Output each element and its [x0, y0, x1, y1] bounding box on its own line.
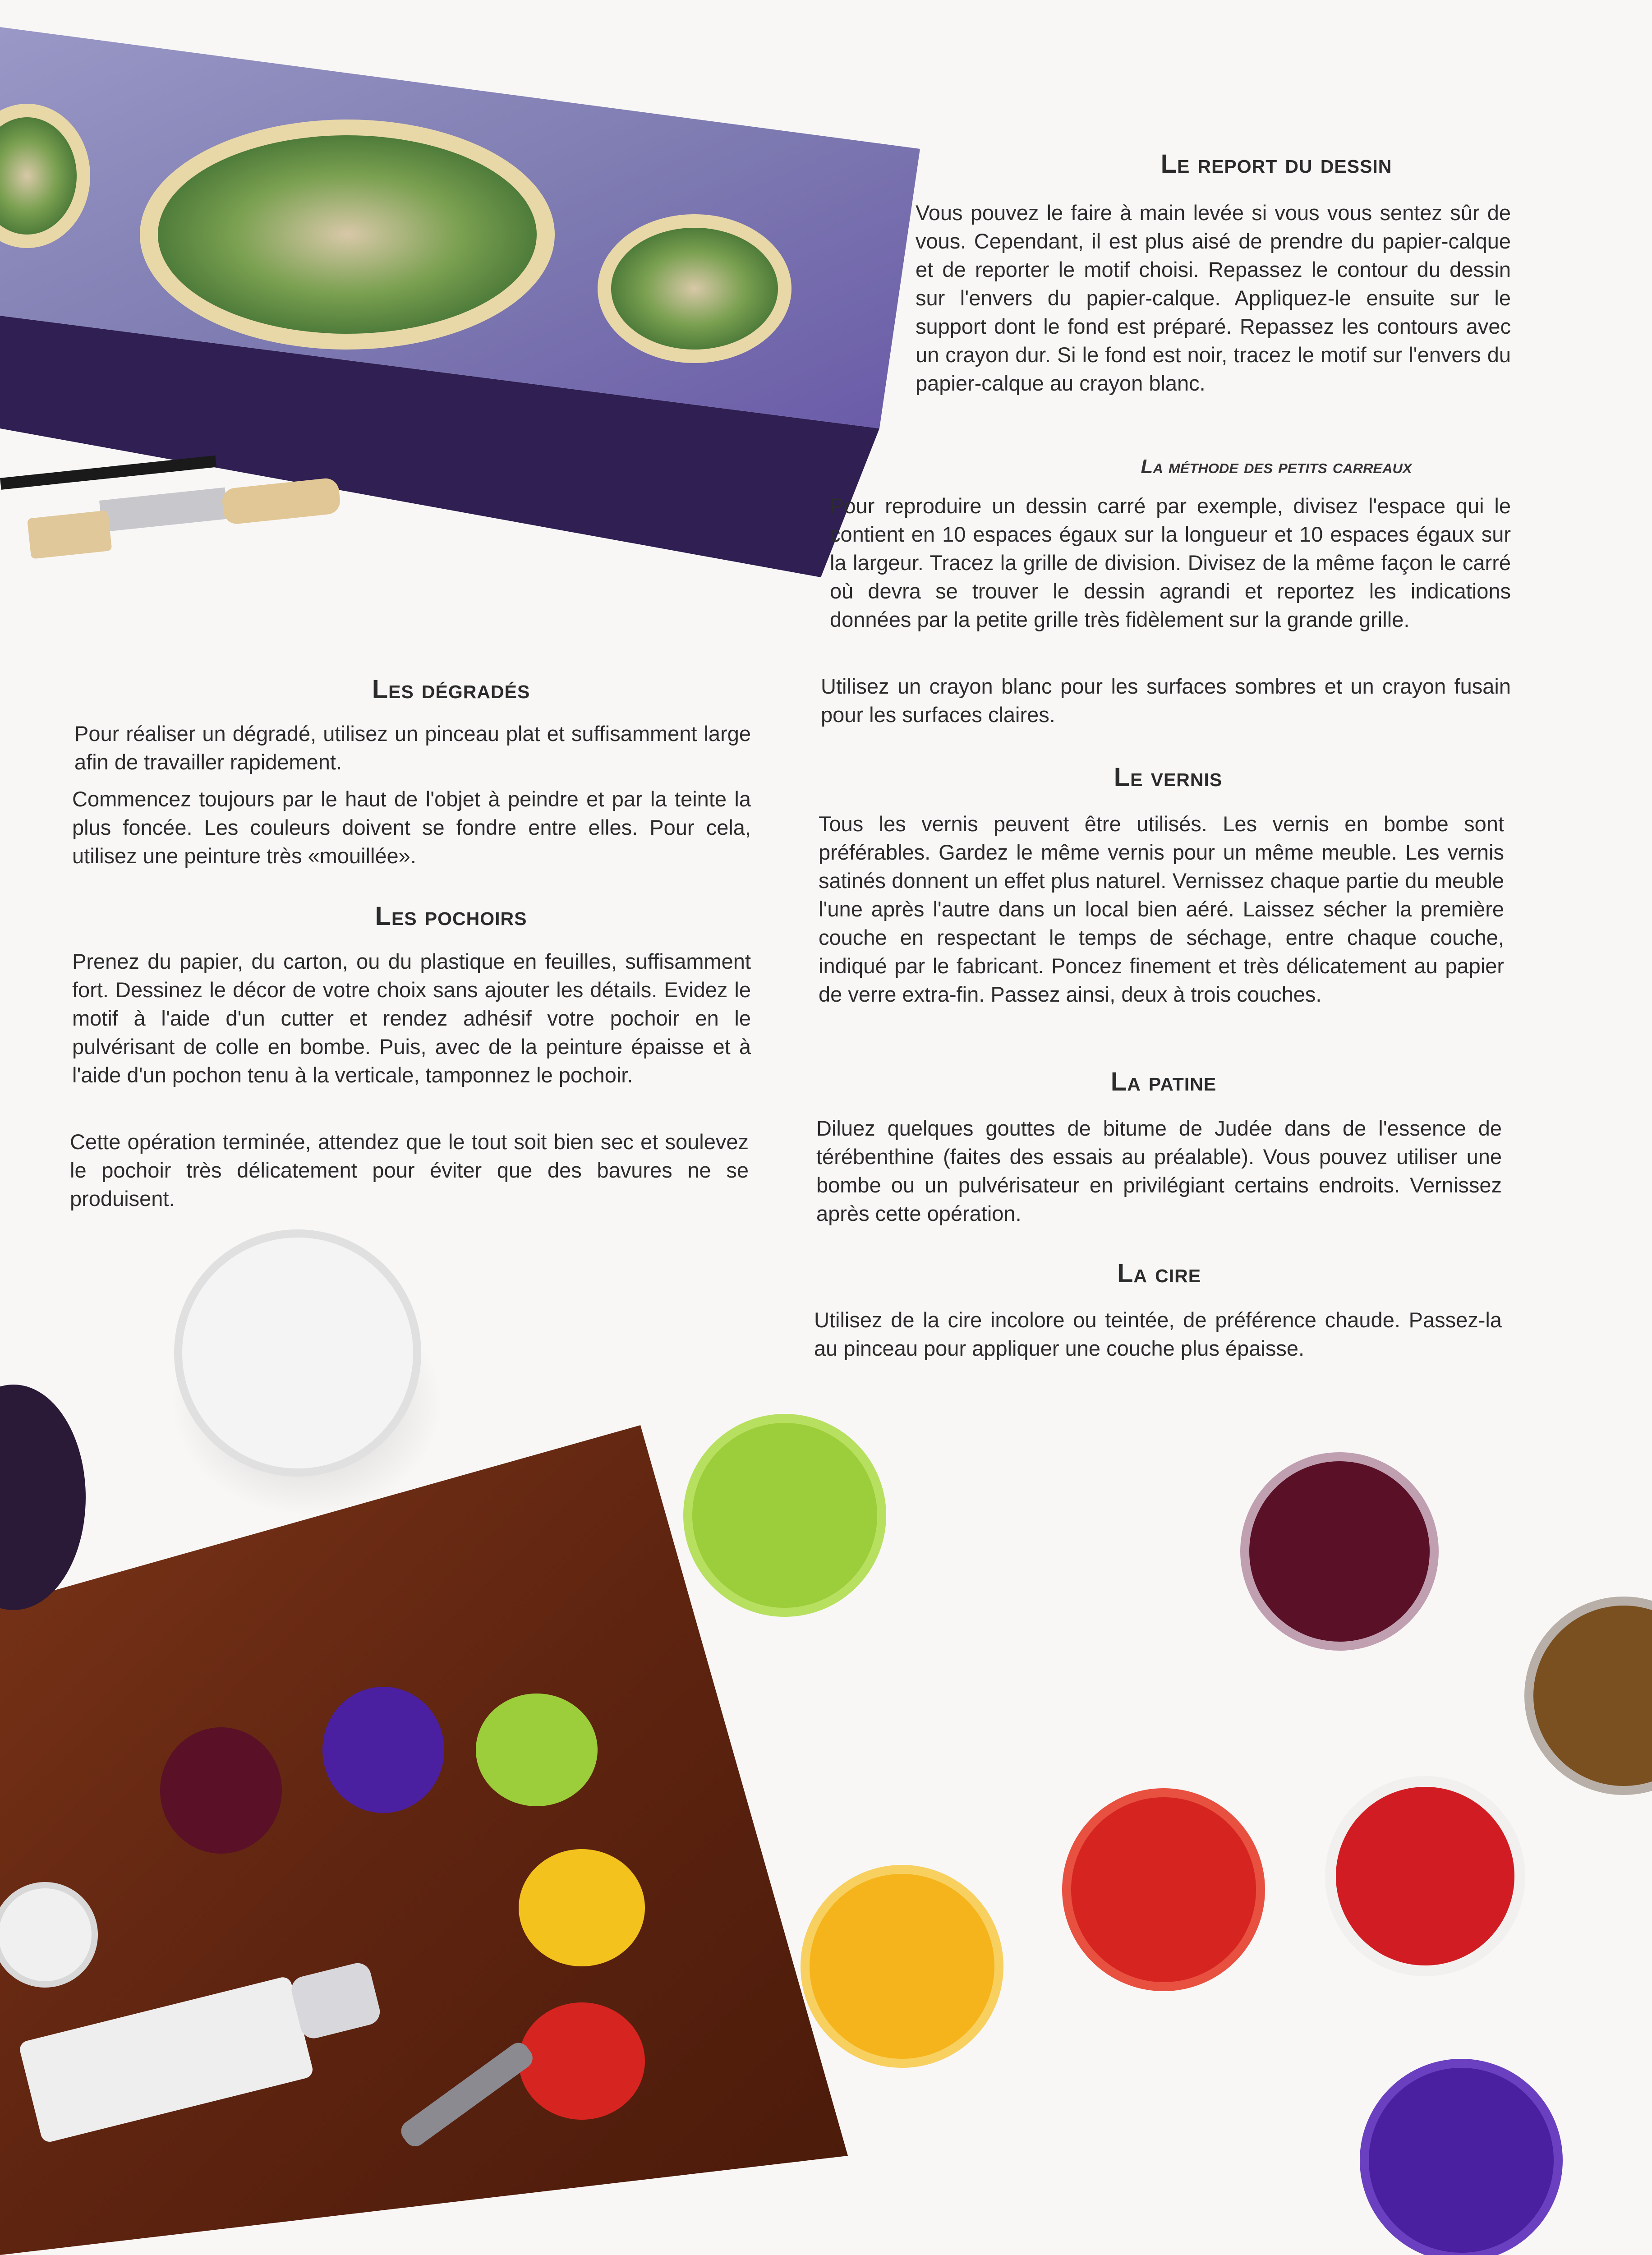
- paint-daub-maroon: [160, 1727, 282, 1854]
- jar-maroon: [1245, 1457, 1434, 1646]
- paint-daub-yellow: [519, 1849, 645, 1966]
- section-body-degrades-2: Commencez toujours par le haut de l'objet à peindre et par la teinte la plus foncée. Les couleurs doivent se fondre entre elles. Pour cela, utilisez une peinture très «mouillée».: [72, 787, 751, 868]
- section-body-vernis: Tous les vernis peuvent être utilisés. Les vernis en bombe sont préférables. Gardez le même vernis pour un même meuble. Les vernis satinés donnent un effet plus naturel. Vernissez chaque partie du meuble l'une après l'autre dans un local bien aéré. Laissez sécher la première couche en respectant le temps de séchage, entre chaque couche, indiqué par le fabricant. Poncez finement et très délicatement au papier de verre extra-fin. Passez ainsi, deux à trois couches.: [819, 812, 1504, 1006]
- section-title-report-dessin: Le report du dessin: [1160, 149, 1392, 179]
- jar-orange-yellow: [805, 1869, 999, 2063]
- brush-handle: [0, 456, 216, 490]
- section-body-methode-carreaux-2: Utilisez un crayon blanc pour les surfaces sombres et un crayon fusain pour les surfaces claires.: [821, 674, 1511, 727]
- section-body-methode-carreaux-1: Pour reproduire un dessin carré par exemple, divisez l'espace qui le contient en 10 espaces égaux sur la longueur et 10 espaces égaux sur la largeur. Tracez la grille de division. Divisez de la même façon le carré où devra se trouver le dessin agrandi et reportez les indications données par la petite grille très fidèlement sur la grande grille.: [830, 494, 1511, 631]
- jar-green: [688, 1418, 882, 1612]
- section-body-cire: Utilisez de la cire incolore ou teintée, de préférence chaude. Passez-la au pinceau pour appliquer une couche plus épaisse.: [814, 1308, 1502, 1360]
- section-body-patine: Diluez quelques gouttes de bitume de Judée dans de l'essence de térébenthine (faites des essais au préalable). Vous pouvez utiliser une bombe ou un pulvérisateur en privilégiant certains endroits. Vernissez après cette opération.: [816, 1116, 1502, 1225]
- jar-brown: [1529, 1601, 1652, 1790]
- paint-daub-green: [476, 1694, 598, 1806]
- section-title-pochoirs: Les pochoirs: [375, 902, 527, 931]
- jar-red: [1067, 1793, 1261, 1987]
- section-title-cire: La cire: [1117, 1259, 1201, 1288]
- section-title-patine: La patine: [1110, 1067, 1217, 1096]
- brush-ferrule: [99, 488, 228, 532]
- jar-white: [178, 1233, 417, 1473]
- jar-white-lid: [0, 1885, 95, 1984]
- paint-daub-red: [519, 2002, 645, 2120]
- section-title-vernis: Le vernis: [1114, 763, 1223, 792]
- brush-wood-handle: [221, 477, 341, 525]
- section-body-degrades-1: Pour réaliser un dégradé, utilisez un pinceau plat et suffisamment large afin de travailler rapidement.: [74, 722, 751, 774]
- jar-purple: [1364, 2063, 1558, 2255]
- section-title-degrades: Les dégradés: [372, 675, 530, 704]
- brush-bristles: [27, 510, 112, 559]
- section-body-pochoirs-1: Prenez du papier, du carton, ou du plastique en feuilles, suffisamment fort. Dessinez le décor de votre choix sans ajouter les détails. Evidez le motif à l'aide d'un cutter et rendez adhésif votre pochoir en le pulvérisant de colle en bombe. Puis, avec de la peinture épaisse et à l'aide d'un pochon tenu à la verticale, tamponnez le pochoir.: [72, 949, 751, 1087]
- jar-dark-left: [0, 1385, 86, 1610]
- section-body-pochoirs-2: Cette opération terminée, attendez que le tout soit bien sec et soulevez le pochoir très délicatement pour éviter que des bavures ne se produisent.: [70, 1130, 749, 1210]
- box-medallion-large: [158, 135, 537, 334]
- box-medallion-small: [611, 228, 778, 350]
- section-title-methode-carreaux: La méthode des petits carreaux: [1141, 456, 1412, 478]
- paint-daub-purple: [322, 1687, 444, 1813]
- painted-box-image: [0, 27, 920, 577]
- jar-red-white-rim: [1330, 1781, 1520, 1971]
- section-body-report-dessin: Vous pouvez le faire à main levée si vous vous sentez sûr de vous. Cependant, il est plus aisé de prendre du papier-calque et de reporter le motif choisi. Repassez le contour du dessin sur l'envers du papier-calque. Appliquez-le ensuite sur le support dont le fond est préparé. Repassez les contours avec un crayon dur. Si le fond est noir, tracez le motif sur l'envers du papier-calque au crayon blanc.: [916, 201, 1511, 395]
